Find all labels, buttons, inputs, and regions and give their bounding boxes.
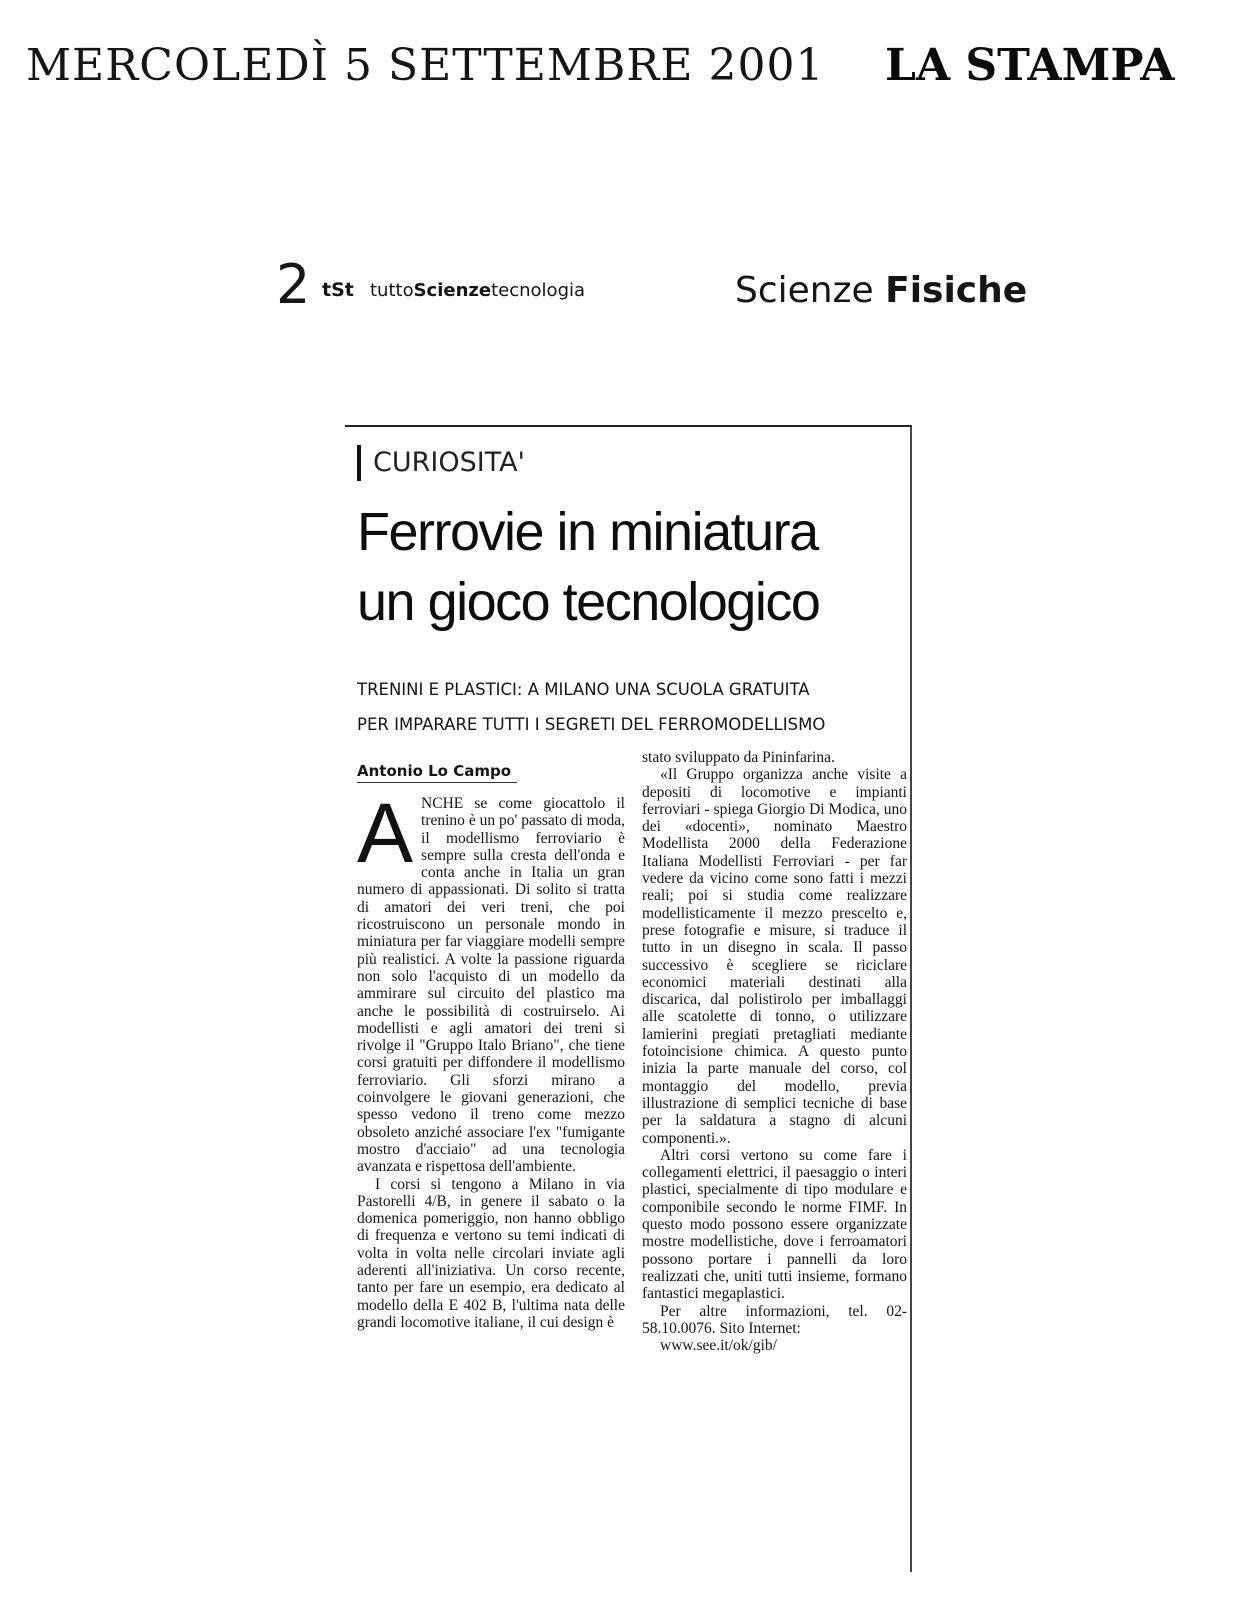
paragraph-text: NCHE se come giocattolo il trenino è un po' passato di moda, il modellismo ferroviario è sempre sulla cresta dell'onda e conta anche in Italia un gran numero di appassionati. Di solito si tratta di amatori dei veri treni, che poi ricostruiscono un personale mondo in miniatura per far viaggiare modelli sempre più realistici. A volte la passione riguarda non solo l'acquisto di un modello da ammirare sul circuito del plastico ma anche le possibilità di costruirselo. Ai modellisti e agli amatori dei treni si rivolge il "Gruppo Italo Briano", che tiene corsi gratuiti per diffondere il modellismo ferroviario. Gli sforzi mirano a coinvolgere le giovani generazioni, che spesso vedono il treno come mezzo obsoleto anziché associare l'ex "fumigante mostro d'acciaio" ad una tecnologia avanzata e rispettosa dell'ambiente. [357, 795, 625, 1176]
article-paragraph: «Il Gruppo organizza anche visite a depositi di locomotive e impianti ferroviari - spiega Giorgio Di Modica, uno dei «docenti», nominato Maestro Modellista 2000 della Federazione Italiana Modellisti Ferroviari - per far vedere da vicino come sono fatti i mezzi reali; poi si studia come realizzare modellisticamente il mezzo prescelto e, prese fotografie e misure, si traduce il tutto in un disegno in scala. Il passo successivo è scegliere se riciclare economici materiali destinati alla discarica, dal polistirolo per imballaggi alle scatolette di tonno, o utilizzare lamierini pregiati pretagliati mediante fotoincisione chimica. A questo punto inizia la parte manuale del corso, col montaggio del modello, previa illustrazione di semplici tecniche di base per la saldatura a stagno di alcuni componenti.». [642, 766, 907, 1147]
website-link: www.see.it/ok/gib/ [660, 1337, 777, 1355]
article-byline: Antonio Lo Campo [357, 762, 517, 783]
supplement-name [370, 280, 585, 301]
newspaper-name: LA STAMPA [885, 40, 1175, 91]
article-clipping [345, 425, 912, 1572]
publication-date: MERCOLEDÌ 5 SETTEMBRE 2001 [26, 40, 825, 91]
article-paragraph [357, 786, 625, 1176]
article-headline [357, 497, 902, 637]
page-number: 2 [276, 253, 311, 316]
article-kicker: CURIOSITA' [357, 445, 525, 481]
article-paragraph: Per altre informazioni, tel. 02-58.10.0076. Sito Internet: [642, 1302, 907, 1337]
drop-cap: A [357, 786, 414, 880]
article-paragraph: I corsi si tengono a Milano in via Pastorelli 4/B, in genere il sabato o la domenica pomeriggio, non hanno obbligo di frequenza e vertono su temi indicati di volta in volta nelle circolari inviate agli aderenti all'iniziativa. Un corso recente, tanto per fare un esempio, era dedicato al modello della E 402 B, l'ultima nata delle grandi locomotive italiane, il cui design è [357, 1175, 625, 1331]
supplement-name-pre: tutto [370, 280, 414, 301]
subheadline-line: TRENINI E PLASTICI: A MILANO UNA SCUOLA GRATUITA [357, 680, 810, 699]
section-topic-bold: Fisiche [885, 270, 1028, 311]
supplement-logo: tSt [322, 279, 354, 301]
supplement-name-post: tecnologia [491, 280, 586, 301]
article-column-2 [642, 749, 907, 1354]
headline-line: Ferrovie in miniatura [357, 502, 818, 562]
supplement-name-bold: Scienze [413, 280, 492, 301]
headline-line: un gioco tecnologico [357, 572, 820, 632]
article-paragraph: stato sviluppato da Pininfarina. [642, 749, 835, 766]
article-paragraph: Altri corsi vertono su come fare i collegamenti elettrici, il paesaggio o interi plastici, specialmente di tipo modulare e componibile secondo le norme FIMF. In questo modo possono essere organizzate mostre modellistiche, dove i ferroamatori possono portare i pannelli da loro realizzati che, uniti tutti insieme, formano fantastici megaplastici. [642, 1146, 907, 1303]
subheadline-line: PER IMPARARE TUTTI I SEGRETI DEL FERROMODELLISMO [357, 715, 826, 734]
section-topic-light: Scienze [735, 270, 874, 311]
article-subheadline [357, 672, 907, 742]
article-column-1 [357, 786, 625, 1331]
section-topic [735, 270, 1027, 311]
